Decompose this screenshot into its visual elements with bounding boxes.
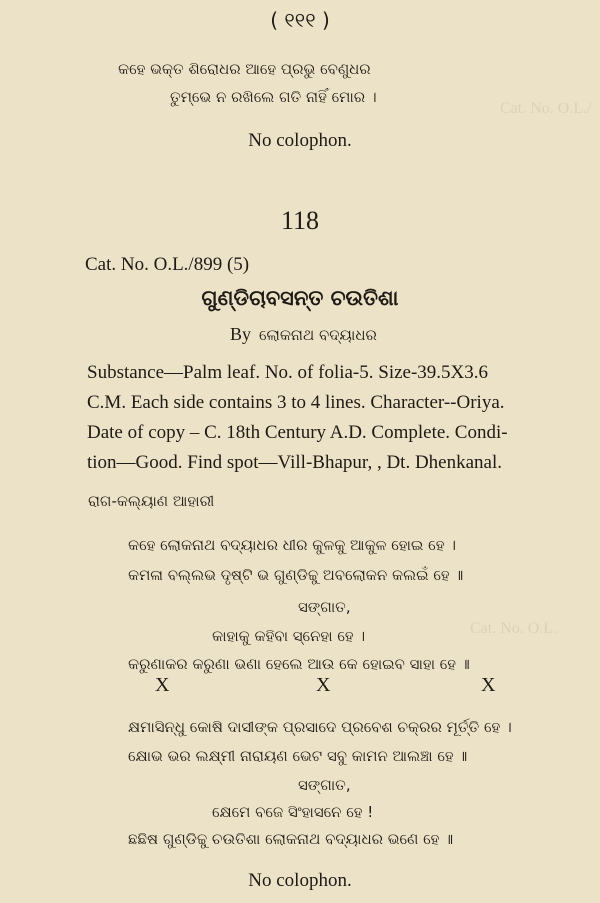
page-number: ( ୧୧୧ )	[270, 8, 330, 32]
verse2-line-3: ସଙ୍ଗାତ,	[298, 776, 351, 794]
verse1-line-2: କମଳା ବଲ୍ଲଭ ଦୃଷ୍ଟି ଭ ଗୁଣ୍ଡିଚ୍ଚୁ ଅବଲୋକନ କଲଇଁ ହେ ॥	[128, 566, 464, 584]
manuscript-title: ଗୁଣ୍ଡିଚାବସନ୍ତ ଚଉତିଶା	[201, 286, 399, 310]
verse1-line-1: କହେ ଲୋକନାଥ ବଦ୍ୟାଧର ଧୀର କୁଳକୁ ଆକୁଳ ହୋଇ ହେ ।	[128, 536, 456, 554]
author-name: ଲୋକନାଥ ବଦ୍ୟାଧର	[259, 326, 377, 344]
top-verse-line-2: ତୁମ୍ଭେ ନ ରଖିଲେ ଗତି ନାହିଁ ମୋର ।	[170, 88, 377, 106]
colophon-note-bottom: No colophon.	[248, 870, 352, 891]
verse2-line-2: କ୍ଷୋଭ ଭର ଲକ୍ଷ୍ମୀ ନାରାୟଣ ଭେଟ ସବୁ କାମନ ଆଲଞ୍ଚା ହେ ॥	[128, 747, 468, 765]
by-label: By	[230, 324, 252, 344]
verse2-line-4: କ୍ଷେମେ ବଜେ ସିଂହାସନେ ହେ !	[212, 803, 374, 821]
show-through: Cat. No. O.L.	[470, 620, 558, 637]
verse2-line-1: କ୍ଷମାସିନ୍ଧୁ କୋଷି ଦାସୀଙ୍କ ପ୍ରସାଦେ ପ୍ରବେଶ ଚକ୍ରର ମୂର୍ତ୍ତି ହେ ।	[128, 718, 512, 736]
verse2-line-5: ଛଛିଷ ଗୁଣ୍ଡିଚ୍ଚୁ ଚଉତିଶା ଲୋକନାଥ ବଦ୍ୟାଧର ଭଣେ ହେ ॥	[128, 830, 454, 848]
separator-mark: X	[316, 674, 331, 696]
author-line	[230, 324, 377, 345]
show-through: Cat. No. O.L./	[500, 100, 592, 117]
description-line-2: C.M. Each side contains 3 to 4 lines. Character--Oriya.	[87, 392, 505, 413]
manuscript-description	[87, 358, 519, 478]
separator-mark: X	[155, 674, 170, 696]
description-line-3: Date of copy – C. 18th Century A.D. Complete. Condi-	[87, 422, 508, 443]
raga-heading: ରାଗ-କଲ୍ୟାଣ ଆହାରୀ	[88, 492, 215, 510]
verse1-line-5: କରୁଣାକର କରୁଣା ଭଣା ହେଲେ ଆଉ କେ ହୋଇବ ସାହା ହେ ॥	[128, 655, 470, 673]
catalogue-number: Cat. No. O.L./899 (5)	[85, 254, 250, 275]
description-line-4: tion—Good. Find spot—Vill-Bhapur, , Dt. Dhenkanal.	[87, 452, 503, 473]
colophon-note-top: No colophon.	[248, 130, 352, 151]
verse1-line-3: ସଙ୍ଗାତ,	[298, 598, 351, 616]
entry-number: 118	[280, 206, 320, 235]
verse1-line-4: କାହାକୁ କହିବା ସ୍ନେହା ହେ ।	[212, 627, 366, 645]
top-verse-line-1: କହେ ଭକ୍ତ ଶିରୋଧର ଆହେ ପ୍ରଭୁ ବେଣୁଧର	[118, 60, 371, 78]
separator-mark: X	[481, 674, 496, 696]
description-line-1: Substance—Palm leaf. No. of folia-5. Size-39.5X3.6	[87, 362, 489, 383]
